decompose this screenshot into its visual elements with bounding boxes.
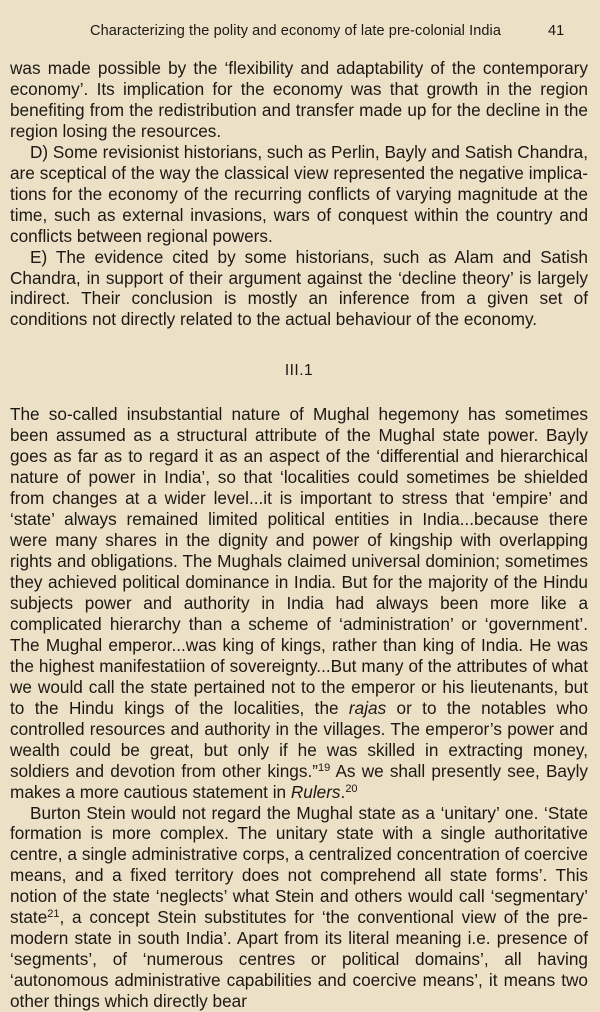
paragraph-continuation: was made possible by the ‘flexibility and adaptability of the contemporary economy’. Its implication for the economy was that growth in the region benefiting from the redistribution and transfer made up for the decline in the region losing the resources.	[10, 58, 588, 142]
paragraph-mughal-hegemony	[10, 404, 588, 802]
page-body	[10, 58, 588, 1012]
section-heading: III.1	[10, 361, 588, 381]
paragraph-point-e: E) The evidence cited by some historians, such as Alam and Satish Chandra, in support of their argument against the ‘decline theory’ is largely indirect. Their conclusion is mostly an inference from a given set of conditions not directly related to the actual behaviour of the economy.	[10, 247, 588, 331]
page-number: 41	[548, 22, 564, 40]
text-run: The so-called insubstantial nature of Mughal hegemony has sometimes been assumed as a structural attribute of the Mughal state power. Bayly goes as far as to regard it as an aspect of the ‘differential and hierarchical nature of power in India’, so that ‘localities could sometimes be shielded from changes at a wider level...it is important to stress that ‘empire’ and ‘state’ always remained limited political entities in India...because there were many shares in the dignity and power of kingship with overlapping rights and obligations. The Mughals claimed universal dominion; sometimes they achieved political dominance in India. But for the majority of the Hindu subjects power and authority in India had always been more like a complicated hierarchy than a scheme of ‘administration’ or ‘government’. The Mughal emperor...was king of kings, rather than king of India. He was the highest manifestatiion of sovereignty...But many of the attributes of what we would call the state pertained not to the emperor or his lieutenants, but to the Hindu kings of the localities, the	[10, 404, 588, 717]
running-header	[0, 22, 600, 40]
text-run: or to the notables who controlled resources and authority in the villages. The emperor’s power and wealth could be great, but only if he was skilled in extracting money, soldiers and devotion from other kings.”	[10, 698, 588, 781]
text-run: .	[341, 782, 346, 802]
text-run: , a concept Stein substitutes for ‘the conventional view of the pre-modern state in south India’. Apart from its literal meaning i.e. presence of ‘segments’, of ‘numerous centres or political domains’, all having ‘autonomous administrative capabilities and coercive means’, it means two other things which directly bear	[10, 907, 588, 1011]
footnote-ref: 21	[47, 908, 59, 920]
paragraph-burton-stein	[10, 803, 588, 1012]
text-run: Burton Stein would not regard the Mughal state as a ‘unitary’ one. ‘State formation is more complex. The unitary state with a single authoritative centre, a single administrative corps, a centralized concentration of coercive means, and a fixed territory does not comprehend all state forms’. This notion of the state ‘neglects’ what Stein and others would call ‘segmentary’ state	[10, 803, 588, 928]
paragraph-point-d: D) Some revisionist historians, such as Perlin, Bayly and Satish Chandra, are sceptical of the way the classical view represented the negative implications for the economy of the recurring conflicts of varying magnitude at the time, such as external invasions, wars of conquest within the country and conflicts between regional powers.	[10, 142, 588, 247]
text-run: As we shall presently see, Bayly makes a more cautious statement in	[10, 761, 588, 802]
footnote-ref: 19	[318, 762, 330, 774]
running-title: Characterizing the polity and economy of late pre-colonial India	[90, 22, 501, 40]
italic-term: rajas	[349, 698, 386, 718]
italic-title: Rulers	[291, 782, 341, 802]
footnote-ref: 20	[345, 783, 357, 795]
